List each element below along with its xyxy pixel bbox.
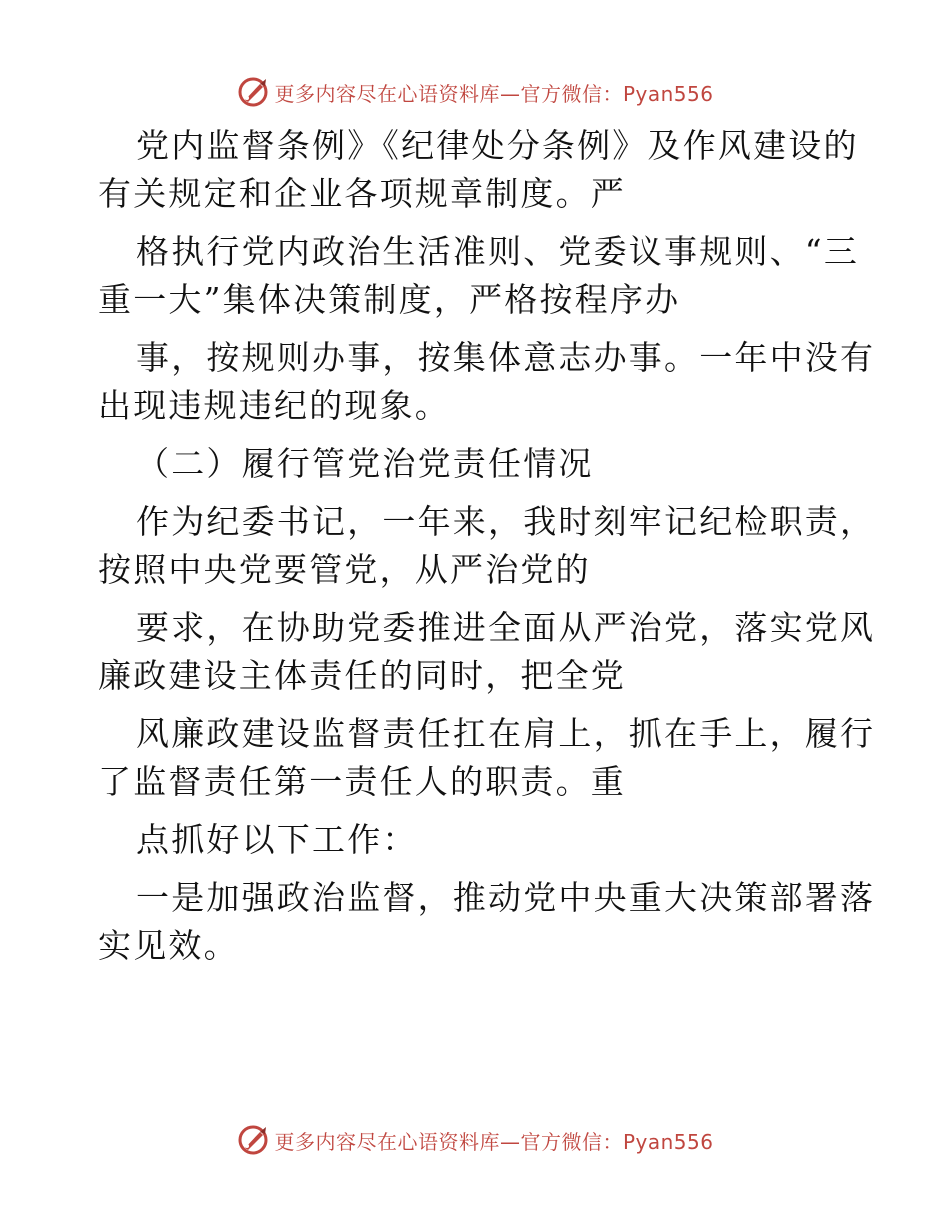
paragraph-line: 重一大”集体决策制度，严格按程序办 xyxy=(98,280,681,319)
quill-pen-logo-icon xyxy=(236,1123,270,1157)
paragraph-first-line: 作为纪委书记，一年来，我时刻牢记纪检职责， xyxy=(136,502,876,541)
paragraph-first-line: 要求，在协助党委推进全面从严治党，落实党风 xyxy=(136,608,876,647)
paragraph-line: 有关规定和企业各项规章制度。严 xyxy=(98,174,626,213)
paragraph-first-line: 党内监督条例》《纪律处分条例》及作风建设的 xyxy=(136,126,859,165)
paragraph-line: 廉政建设主体责任的同时，把全党 xyxy=(98,656,626,695)
quill-pen-logo-icon xyxy=(236,75,270,109)
paragraph-line: 实见效。 xyxy=(98,926,239,965)
header-banner-text: 更多内容尽在心语资料库—官方微信：Pyan556 xyxy=(274,81,714,106)
paragraph-first-line: 点抓好以下工作： xyxy=(136,820,418,859)
paragraph-line: 了监督责任第一责任人的职责。重 xyxy=(98,762,626,801)
footer-banner-text: 更多内容尽在心语资料库—官方微信：Pyan556 xyxy=(274,1129,714,1154)
paragraph-first-line: （二）履行管党治党责任情况 xyxy=(136,444,594,483)
header-banner xyxy=(0,72,950,112)
document-body xyxy=(98,122,876,970)
paragraph-line: 出现违规违纪的现象。 xyxy=(98,386,450,425)
paragraph-line: 按照中央党要管党，从严治党的 xyxy=(98,550,591,589)
paragraph-first-line: 事，按规则办事，按集体意志办事。一年中没有 xyxy=(136,338,876,377)
paragraph-first-line: 格执行党内政治生活准则、党委议事规则、“三 xyxy=(136,232,860,271)
paragraph-first-line: 风廉政建设监督责任扛在肩上，抓在手上，履行 xyxy=(136,714,876,753)
paragraph-first-line: 一是加强政治监督，推动党中央重大决策部署落 xyxy=(136,878,876,917)
footer-banner xyxy=(0,1120,950,1160)
